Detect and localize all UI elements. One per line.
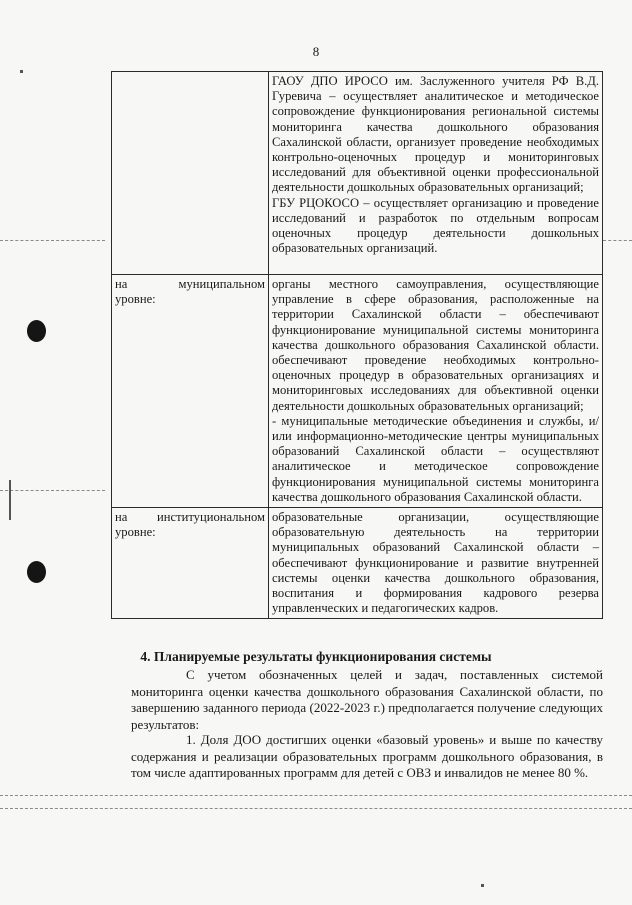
level-prefix: на [115, 510, 128, 525]
scan-artifact-line [0, 808, 632, 809]
level-cell [112, 275, 269, 508]
table-row [112, 275, 603, 508]
scan-artifact-mark [9, 480, 11, 520]
page-number: 8 [312, 44, 320, 59]
level-cell [112, 72, 269, 275]
scan-artifact-line [0, 795, 632, 796]
level-suffix: уровне: [115, 525, 156, 540]
scan-artifact-line [0, 240, 105, 241]
scan-artifact-line [0, 490, 105, 491]
level-label [115, 510, 265, 525]
level-label [115, 277, 265, 292]
result-item-1: 1. Доля ДОО достигших оценки «базовый уровень» и выше по качеству содержания и реализации образовательных программ дошкольного образования, в том числе адаптированных программ для детей с ОВЗ и инвалидов не менее 80 %. [131, 732, 603, 781]
punch-hole-mark [27, 320, 46, 342]
responsibility-cell: органы местного самоуправления, осуществляющие управление в сфере образования, расположенные на территории Сахалинской области – обеспечивают функционирование муниципальной системы мониторинга качества дошкольного образования Сахалинской области. обеспечивают проведение необходимых контрольно-оценочных процедур в образовательных организациях и мониторинговых исследованиях для объективной оценки деятельности дошкольных образовательных организаций; - муниципальные методические объединения и службы, и/или информационно-методические центры муниципальных образований Сахалинской области – осуществляют аналитическое и методическое сопровождение функционирования муниципальной системы мониторинга качества дошкольного образования Сахалинской области. [269, 275, 603, 508]
level-suffix: уровне: [115, 292, 156, 307]
responsibility-cell: ГАОУ ДПО ИРОСО им. Заслуженного учителя РФ В.Д. Гуревича – осуществляет аналитическое и методическое сопровождение функционирования региональной системы мониторинга качества дошкольного образования Сахалинской области, организует проведение необходимых контрольно-оценочных процедур и мониторинговых исследований для объективной оценки профессиональной деятельности дошкольных образовательных организаций; ГБУ РЦОКОСО – осуществляет организацию и проведение исследований и разработок по отдельным вопросам оценочных процедур деятельности дошкольных образовательных организаций. [269, 72, 603, 275]
section-title: 4. Планируемые результаты функционирования системы [140, 649, 492, 664]
responsibility-table [111, 71, 603, 619]
table-row [112, 508, 603, 619]
level-word: институциональном [157, 510, 265, 525]
scan-artifact-mark [481, 884, 484, 887]
scan-artifact-mark [20, 70, 23, 73]
table-row [112, 72, 603, 275]
level-word: муниципальном [178, 277, 265, 291]
punch-hole-mark [27, 561, 46, 583]
section-intro: С учетом обозначенных целей и задач, поставленных системой мониторинга оценки качества дошкольного образования Сахалинской области, по завершению заданного периода (2022-2023 г.) предполагается получение следующих результатов: [131, 667, 603, 732]
scan-artifact-line [603, 240, 632, 241]
level-prefix: на [115, 277, 128, 291]
level-cell [112, 508, 269, 619]
responsibility-cell: образовательные организации, осуществляющие образовательную деятельность на территории муниципальных образований Сахалинской области – обеспечивают функционирование и развитие внутренней системы оценки качества дошкольного образования, воспитания и формирования кадрового резерва управленческих и педагогических кадров. [269, 508, 603, 619]
